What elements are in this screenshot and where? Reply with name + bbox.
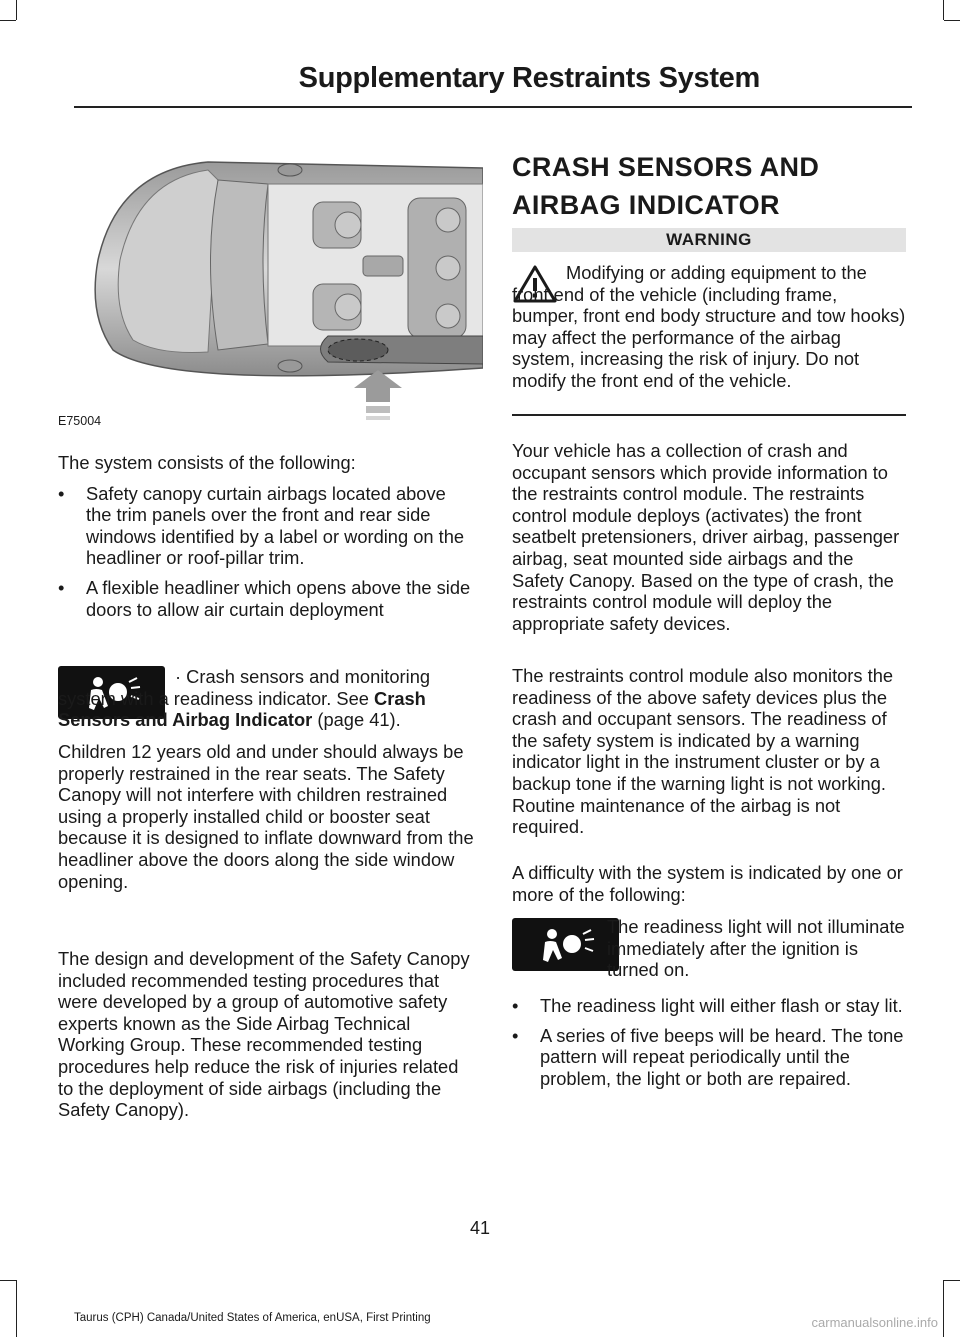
difficulty-paragraph: A difficulty with the system is indicated by one or more of the following: [512, 862, 903, 905]
list-item: • The readiness light will either flash or stay lit. [512, 995, 906, 1017]
icon-note-page: (page 41). [312, 709, 401, 731]
design-paragraph: The design and development of the Safety Canopy included recommended testing procedures that were developed by a group of automotive safety experts known as the Side Airbag Technical Working Group. These recommended testing procedures help reduce the risk of injuries related to the deployment of side airbags (including the Safety Canopy). [58, 948, 470, 1121]
car-topdown-illustration [58, 140, 483, 432]
page-header-title: Supplementary Restraints System [298, 62, 760, 94]
section-title-line: AIRBAG INDICATOR [512, 190, 780, 220]
vehicle-airbag-figure [58, 140, 483, 432]
icon-note-text: · Crash sensors and monitoring system with a readiness indicator. See [58, 666, 431, 709]
section-title [512, 148, 906, 224]
warning-text: Modifying or adding equipment to the front end of the vehicle (including frame, bumper, front end body structure and tow hooks) may affect the performance of the airbag system, increasing the risk of injury. Do not modify the front end of the vehicle. [512, 262, 906, 391]
system-components-list [58, 483, 476, 621]
icon-description: The readiness light will not illuminate immediately after the ignition is turned on. [607, 916, 905, 981]
section-title-line: CRASH SENSORS AND [512, 152, 820, 182]
crop-mark [16, 1280, 17, 1337]
airbag-indicator-icon [512, 918, 619, 971]
sensors-paragraph: Your vehicle has a collection of crash and occupant sensors which provide information to the restraints control module. The restraints control module deploys (activates) the front seatbelt pretensioners, driver airbag, passenger airbag, seat mounted side airbags and the Safety Canopy. Based on the type of crash, the restraints control module will deploy the appropriate safety devices. [512, 440, 900, 634]
cross-reference-link[interactable]: Crash Sensors and Airbag Indicator [58, 687, 426, 731]
crop-mark [16, 0, 17, 20]
difficulty-list [512, 995, 906, 1097]
children-paragraph: Children 12 years old and under should always be properly restrained in the rear seats. The Safety Canopy will not interfere with children restrained using a properly installed child or booster seat because it is designed to inflate downward from the headliner above the doors along the side window opening. [58, 741, 474, 892]
crop-mark [0, 20, 16, 21]
list-item: • Safety canopy curtain airbags located above the trim panels over the front and rear side windows identified by a label or wording on the headliner or roof-pillar trim. [58, 483, 476, 569]
figure-code: E75004 [58, 414, 102, 428]
crop-mark [943, 0, 944, 20]
crop-mark [0, 1280, 16, 1281]
watermark: carmanualsonline.info [811, 1315, 938, 1330]
icon-note [58, 666, 476, 731]
header-divider [74, 106, 912, 108]
list-item: • A series of five beeps will be heard. The tone pattern will repeat periodically until the problem, the light or both are repaired. [512, 1025, 906, 1090]
footer-text: Taurus (CPH) Canada/United States of America, enUSA, First Printing [74, 1312, 431, 1324]
warning-divider [512, 414, 906, 416]
page-number: 41 [469, 1218, 491, 1238]
crop-mark [944, 20, 960, 21]
readiness-paragraph: The restraints control module also monitors the readiness of the above safety devices plus the crash and occupant sensors. The readiness of the safety system is indicated by a warning indicator light in the instrument cluster or by a backup tone if the warning light is not working. Routine maintenance of the airbag is not required. [512, 665, 894, 838]
warning-label: WARNING [512, 228, 906, 252]
intro-text: The system consists of the following: [58, 452, 356, 473]
left-intro-block [58, 452, 476, 628]
crop-mark [943, 1280, 944, 1337]
crop-mark [944, 1280, 960, 1281]
list-item: • A flexible headliner which opens above the side doors to allow air curtain deployment [58, 577, 476, 620]
